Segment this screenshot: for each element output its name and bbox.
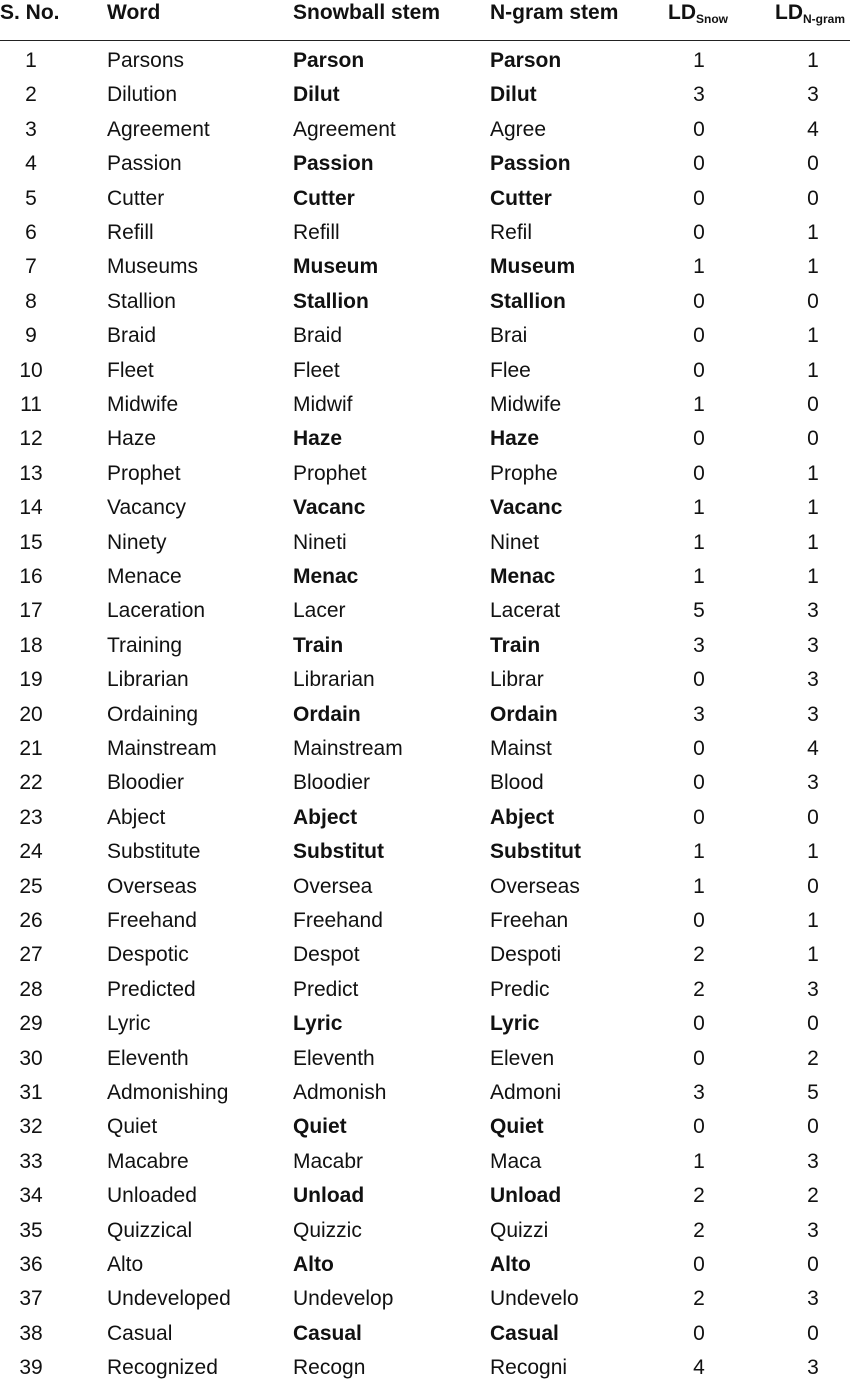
cell-ngram-stem: Librar [490, 668, 544, 692]
cell-sno: 9 [25, 324, 37, 348]
cell-ld-ngram: 4 [807, 737, 819, 760]
cell-ngram-stem: Casual [490, 1321, 559, 1345]
cell-ld-ngram: 3 [807, 1218, 819, 1242]
cell-ld-ngram: 3 [807, 702, 819, 726]
cell-ld-snow: 0 [693, 1321, 705, 1345]
cell-ngram-stem: Museum [490, 255, 576, 279]
cell-ld-ngram: 1 [807, 909, 819, 932]
table-row [0, 938, 850, 972]
cell-word: Despotic [107, 943, 189, 967]
cell-snowball-stem: Quizzic [293, 1218, 362, 1242]
cell-ld-snow: 0 [693, 186, 705, 210]
cell-ld-snow: 1 [693, 1149, 705, 1173]
cell-ngram-stem: Abject [490, 805, 555, 829]
cell-word: Agreement [107, 117, 210, 141]
cell-snowball-stem: Abject [293, 805, 358, 829]
cell-snowball-stem: Dilut [293, 83, 340, 107]
cell-snowball-stem: Stallion [293, 289, 369, 313]
cell-snowball-stem: Despot [293, 943, 360, 967]
cell-word: Cutter [107, 186, 165, 210]
cell-word: Vacancy [107, 496, 186, 520]
cell-ld-ngram: 0 [807, 1253, 819, 1276]
cell-ld-snow: 2 [693, 1218, 705, 1242]
cell-ngram-stem: Quiet [490, 1115, 544, 1139]
cell-sno: 24 [19, 840, 43, 864]
cell-sno: 1 [25, 49, 37, 72]
table-row [0, 78, 850, 112]
cell-snowball-stem: Lacer [293, 599, 346, 623]
cell-ngram-stem: Passion [490, 152, 571, 176]
cell-sno: 11 [20, 393, 42, 416]
cell-ngram-stem: Dilut [490, 83, 537, 107]
cell-snowball-stem: Oversea [293, 874, 373, 898]
cell-ld-snow: 0 [693, 805, 705, 829]
cell-snowball-stem: Prophet [293, 461, 367, 485]
cell-word: Unloaded [107, 1184, 197, 1208]
cell-ld-ngram: 2 [807, 1184, 819, 1208]
cell-ngram-stem: Brai [490, 324, 528, 348]
cell-snowball-stem: Undevelop [293, 1287, 394, 1311]
table-row [0, 560, 850, 594]
cell-ld-snow: 0 [693, 427, 705, 451]
cell-ld-ngram: 1 [807, 565, 819, 588]
cell-ld-snow: 0 [693, 289, 705, 313]
cell-sno: 15 [19, 530, 43, 554]
cell-ld-ngram: 3 [807, 83, 819, 107]
cell-ld-snow: 0 [693, 668, 705, 692]
table-row [0, 973, 850, 1007]
cell-sno: 4 [25, 152, 37, 176]
cell-ld-ngram: 2 [807, 1046, 819, 1070]
cell-ngram-stem: Ordain [490, 702, 558, 726]
cell-ld-ngram: 1 [807, 496, 819, 520]
cell-ngram-stem: Recogni [490, 1356, 568, 1380]
cell-ld-snow: 0 [693, 1115, 705, 1139]
table-row [0, 663, 850, 697]
cell-ngram-stem: Refil [490, 221, 533, 244]
table-row [0, 904, 850, 938]
cell-ngram-stem: Maca [490, 1149, 542, 1173]
cell-word: Parsons [107, 49, 185, 72]
cell-snowball-stem: Midwif [293, 393, 353, 416]
cell-ld-ngram: 1 [807, 358, 819, 382]
table-row [0, 44, 850, 78]
cell-ngram-stem: Eleven [490, 1046, 555, 1070]
cell-word: Ordaining [107, 702, 199, 726]
cell-sno: 29 [19, 1012, 43, 1036]
cell-sno: 25 [19, 874, 43, 898]
header-ld-ngram-main: LD [775, 1, 803, 24]
table-row [0, 1007, 850, 1041]
cell-ngram-stem: Freehan [490, 909, 569, 932]
cell-ngram-stem: Midwife [490, 393, 562, 416]
table-row [0, 594, 850, 628]
cell-word: Recognized [107, 1356, 218, 1380]
cell-ngram-stem: Undevelo [490, 1287, 579, 1311]
cell-ld-ngram: 1 [807, 840, 819, 864]
cell-ngram-stem: Train [490, 633, 541, 657]
cell-sno: 21 [19, 737, 43, 760]
cell-sno: 27 [19, 943, 43, 967]
cell-snowball-stem: Substitut [293, 840, 384, 864]
cell-word: Undeveloped [107, 1287, 231, 1311]
cell-word: Museums [107, 255, 199, 279]
cell-ld-ngram: 3 [807, 977, 819, 1001]
cell-snowball-stem: Menac [293, 565, 359, 588]
cell-word: Alto [107, 1253, 144, 1276]
cell-sno: 35 [19, 1218, 43, 1242]
cell-ld-ngram: 1 [807, 324, 819, 348]
cell-ld-ngram: 1 [807, 49, 819, 72]
cell-ld-snow: 2 [693, 977, 705, 1001]
cell-snowball-stem: Agreement [293, 117, 396, 141]
cell-word: Prophet [107, 461, 181, 485]
cell-ngram-stem: Blood [490, 771, 544, 795]
cell-ngram-stem: Alto [490, 1253, 531, 1276]
cell-sno: 3 [25, 117, 37, 141]
cell-word: Eleventh [107, 1046, 189, 1070]
cell-ld-ngram: 1 [807, 530, 819, 554]
cell-ld-snow: 0 [693, 461, 705, 485]
cell-word: Ninety [107, 530, 167, 554]
cell-ngram-stem: Stallion [490, 289, 566, 313]
table-row [0, 1282, 850, 1316]
cell-snowball-stem: Eleventh [293, 1046, 375, 1070]
table-row [0, 1214, 850, 1248]
cell-ld-ngram: 1 [807, 943, 819, 967]
cell-ngram-stem: Substitut [490, 840, 581, 864]
cell-ngram-stem: Mainst [490, 737, 552, 760]
cell-ld-snow: 0 [693, 117, 705, 141]
cell-ld-ngram: 0 [807, 1115, 819, 1139]
cell-sno: 31 [19, 1081, 43, 1104]
cell-sno: 39 [19, 1356, 43, 1380]
cell-ld-snow: 3 [693, 83, 705, 107]
cell-ld-ngram: 3 [807, 1149, 819, 1173]
cell-snowball-stem: Braid [293, 324, 343, 348]
cell-ld-ngram: 3 [807, 1356, 819, 1380]
cell-word: Quiet [107, 1115, 158, 1139]
cell-ld-snow: 0 [693, 909, 705, 932]
cell-sno: 26 [19, 909, 43, 932]
table-header [0, 0, 850, 41]
table-row [0, 698, 850, 732]
table-row [0, 1076, 850, 1110]
cell-word: Laceration [107, 599, 206, 623]
cell-ld-ngram: 1 [807, 255, 819, 279]
cell-word: Haze [107, 427, 157, 451]
table-row [0, 1351, 850, 1385]
cell-snowball-stem: Museum [293, 255, 379, 279]
cell-snowball-stem: Fleet [293, 358, 340, 382]
cell-ld-snow: 1 [693, 496, 705, 520]
cell-ngram-stem: Ninet [490, 530, 540, 554]
cell-sno: 36 [19, 1253, 43, 1276]
cell-word: Fleet [107, 358, 154, 382]
cell-sno: 33 [19, 1149, 43, 1173]
cell-word: Lyric [107, 1012, 151, 1036]
cell-ngram-stem: Cutter [490, 186, 552, 210]
cell-word: Substitute [107, 840, 201, 864]
cell-sno: 14 [19, 496, 43, 520]
cell-sno: 17 [19, 599, 43, 623]
cell-word: Dilution [107, 83, 178, 107]
cell-snowball-stem: Vacanc [293, 496, 366, 520]
table-row [0, 147, 850, 181]
cell-ld-snow: 2 [693, 1184, 705, 1208]
cell-snowball-stem: Librarian [293, 668, 375, 692]
header-ld-snow-sub: Snow [696, 12, 728, 26]
cell-word: Casual [107, 1321, 173, 1345]
cell-snowball-stem: Nineti [293, 530, 347, 554]
cell-word: Training [107, 633, 183, 657]
cell-ld-snow: 3 [693, 1081, 705, 1104]
cell-ld-snow: 4 [693, 1356, 705, 1380]
cell-ngram-stem: Despoti [490, 943, 562, 967]
table-row [0, 1317, 850, 1351]
table-row [0, 285, 850, 319]
cell-word: Freehand [107, 909, 197, 932]
cell-snowball-stem: Macabr [293, 1149, 364, 1173]
cell-ld-snow: 0 [693, 771, 705, 795]
cell-snowball-stem: Freehand [293, 909, 383, 932]
cell-ld-snow: 1 [693, 255, 705, 279]
cell-word: Refill [107, 221, 154, 244]
cell-ngram-stem: Lyric [490, 1012, 540, 1036]
header-word: Word [107, 1, 161, 24]
cell-ld-snow: 3 [693, 633, 705, 657]
cell-sno: 22 [19, 771, 43, 795]
table-row [0, 732, 850, 766]
cell-ngram-stem: Quizzi [490, 1218, 549, 1242]
cell-sno: 34 [19, 1184, 43, 1208]
cell-ld-snow: 0 [693, 221, 705, 244]
cell-ngram-stem: Agree [490, 117, 547, 141]
table-row [0, 491, 850, 525]
table-row [0, 1145, 850, 1179]
cell-ld-ngram: 0 [807, 805, 819, 829]
cell-ld-ngram: 4 [807, 117, 819, 141]
cell-ld-snow: 3 [693, 702, 705, 726]
cell-sno: 37 [19, 1287, 43, 1311]
cell-ngram-stem: Vacanc [490, 496, 563, 520]
cell-ngram-stem: Prophe [490, 461, 558, 485]
cell-word: Predicted [107, 977, 196, 1001]
cell-word: Quizzical [107, 1218, 193, 1242]
cell-ngram-stem: Menac [490, 565, 556, 588]
cell-snowball-stem: Parson [293, 49, 365, 72]
header-ngram-stem: N-gram stem [490, 1, 619, 24]
cell-ld-snow: 2 [693, 943, 705, 967]
cell-sno: 28 [19, 977, 43, 1001]
cell-word: Midwife [107, 393, 179, 416]
cell-ld-snow: 0 [693, 324, 705, 348]
table-row [0, 1042, 850, 1076]
cell-sno: 20 [19, 702, 43, 726]
cell-ld-snow: 1 [693, 393, 705, 416]
table-row [0, 1248, 850, 1282]
cell-snowball-stem: Mainstream [293, 737, 403, 760]
table-row [0, 216, 850, 250]
cell-sno: 2 [25, 83, 37, 107]
cell-ld-ngram: 3 [807, 771, 819, 795]
cell-sno: 8 [25, 289, 37, 313]
table-row [0, 457, 850, 491]
cell-word: Overseas [107, 874, 197, 898]
cell-ld-ngram: 0 [807, 1321, 819, 1345]
table-row [0, 354, 850, 388]
cell-ld-ngram: 5 [807, 1081, 819, 1104]
cell-word: Passion [107, 152, 182, 176]
cell-snowball-stem: Ordain [293, 702, 361, 726]
cell-ld-ngram: 0 [807, 1012, 819, 1036]
cell-snowball-stem: Passion [293, 152, 374, 176]
cell-snowball-stem: Refill [293, 221, 340, 244]
cell-word: Abject [107, 805, 166, 829]
cell-ld-snow: 0 [693, 1046, 705, 1070]
cell-ld-snow: 1 [693, 874, 705, 898]
cell-snowball-stem: Unload [293, 1184, 365, 1208]
cell-snowball-stem: Quiet [293, 1115, 347, 1139]
cell-ld-snow: 5 [693, 599, 705, 623]
cell-ld-ngram: 0 [807, 289, 819, 313]
cell-word: Librarian [107, 668, 189, 692]
cell-sno: 30 [19, 1046, 43, 1070]
header-snowball-stem: Snowball stem [293, 1, 441, 24]
table-row [0, 835, 850, 869]
cell-ld-ngram: 0 [807, 393, 819, 416]
header-sno: S. No. [0, 1, 60, 24]
table-row [0, 1179, 850, 1213]
cell-ngram-stem: Lacerat [490, 599, 561, 623]
cell-ngram-stem: Predic [490, 977, 550, 1001]
header-ld-ngram-sub: N-gram [803, 12, 846, 26]
cell-ld-ngram: 3 [807, 633, 819, 657]
cell-snowball-stem: Haze [293, 427, 343, 451]
cell-ld-ngram: 1 [807, 461, 819, 485]
cell-sno: 16 [19, 565, 43, 588]
cell-ld-snow: 0 [693, 737, 705, 760]
cell-ld-snow: 1 [693, 565, 705, 588]
cell-ld-snow: 0 [693, 358, 705, 382]
cell-sno: 12 [19, 427, 43, 451]
header-divider [0, 40, 850, 41]
cell-word: Braid [107, 324, 157, 348]
cell-sno: 19 [19, 668, 43, 692]
cell-ld-snow: 1 [693, 49, 705, 72]
cell-snowball-stem: Predict [293, 977, 359, 1001]
cell-ld-ngram: 3 [807, 599, 819, 623]
cell-word: Bloodier [107, 771, 185, 795]
cell-snowball-stem: Lyric [293, 1012, 343, 1036]
cell-word: Macabre [107, 1149, 189, 1173]
cell-ngram-stem: Flee [490, 358, 531, 382]
cell-ld-snow: 0 [693, 1012, 705, 1036]
cell-sno: 38 [19, 1321, 43, 1345]
cell-ngram-stem: Parson [490, 49, 562, 72]
cell-ngram-stem: Overseas [490, 874, 580, 898]
cell-ngram-stem: Haze [490, 427, 540, 451]
cell-word: Admonishing [107, 1081, 229, 1104]
table-row [0, 870, 850, 904]
cell-ld-ngram: 3 [807, 1287, 819, 1311]
header-ld-ngram [775, 0, 845, 32]
cell-ld-snow: 1 [693, 840, 705, 864]
table-row [0, 113, 850, 147]
table-row [0, 1110, 850, 1144]
cell-ngram-stem: Unload [490, 1184, 562, 1208]
cell-snowball-stem: Alto [293, 1253, 334, 1276]
table-row [0, 422, 850, 456]
table-row [0, 629, 850, 663]
cell-sno: 23 [19, 805, 43, 829]
cell-word: Stallion [107, 289, 176, 313]
cell-snowball-stem: Cutter [293, 186, 355, 210]
table-row [0, 801, 850, 835]
table-row [0, 526, 850, 560]
cell-sno: 32 [19, 1115, 43, 1139]
header-ld-snow-main: LD [668, 1, 696, 24]
cell-snowball-stem: Admonish [293, 1081, 387, 1104]
table-row [0, 388, 850, 422]
cell-snowball-stem: Bloodier [293, 771, 371, 795]
cell-ngram-stem: Admoni [490, 1081, 562, 1104]
cell-ld-snow: 0 [693, 152, 705, 176]
cell-ld-ngram: 3 [807, 668, 819, 692]
cell-ld-snow: 2 [693, 1287, 705, 1311]
cell-ld-snow: 0 [693, 1253, 705, 1276]
cell-word: Mainstream [107, 737, 217, 760]
cell-sno: 10 [19, 358, 43, 382]
cell-snowball-stem: Train [293, 633, 344, 657]
cell-snowball-stem: Recogn [293, 1356, 366, 1380]
cell-sno: 7 [25, 255, 37, 279]
cell-sno: 6 [25, 221, 37, 244]
table-row [0, 766, 850, 800]
cell-snowball-stem: Casual [293, 1321, 362, 1345]
table-row [0, 319, 850, 353]
table-row [0, 250, 850, 284]
cell-sno: 18 [19, 633, 43, 657]
cell-ld-ngram: 0 [807, 874, 819, 898]
cell-ld-ngram: 0 [807, 186, 819, 210]
header-ld-snow [668, 0, 728, 32]
cell-word: Menace [107, 565, 182, 588]
table-row [0, 182, 850, 216]
cell-sno: 5 [25, 186, 37, 210]
cell-ld-ngram: 0 [807, 152, 819, 176]
cell-ld-ngram: 1 [807, 221, 819, 244]
cell-sno: 13 [19, 461, 43, 485]
cell-ld-snow: 1 [693, 530, 705, 554]
cell-ld-ngram: 0 [807, 427, 819, 451]
